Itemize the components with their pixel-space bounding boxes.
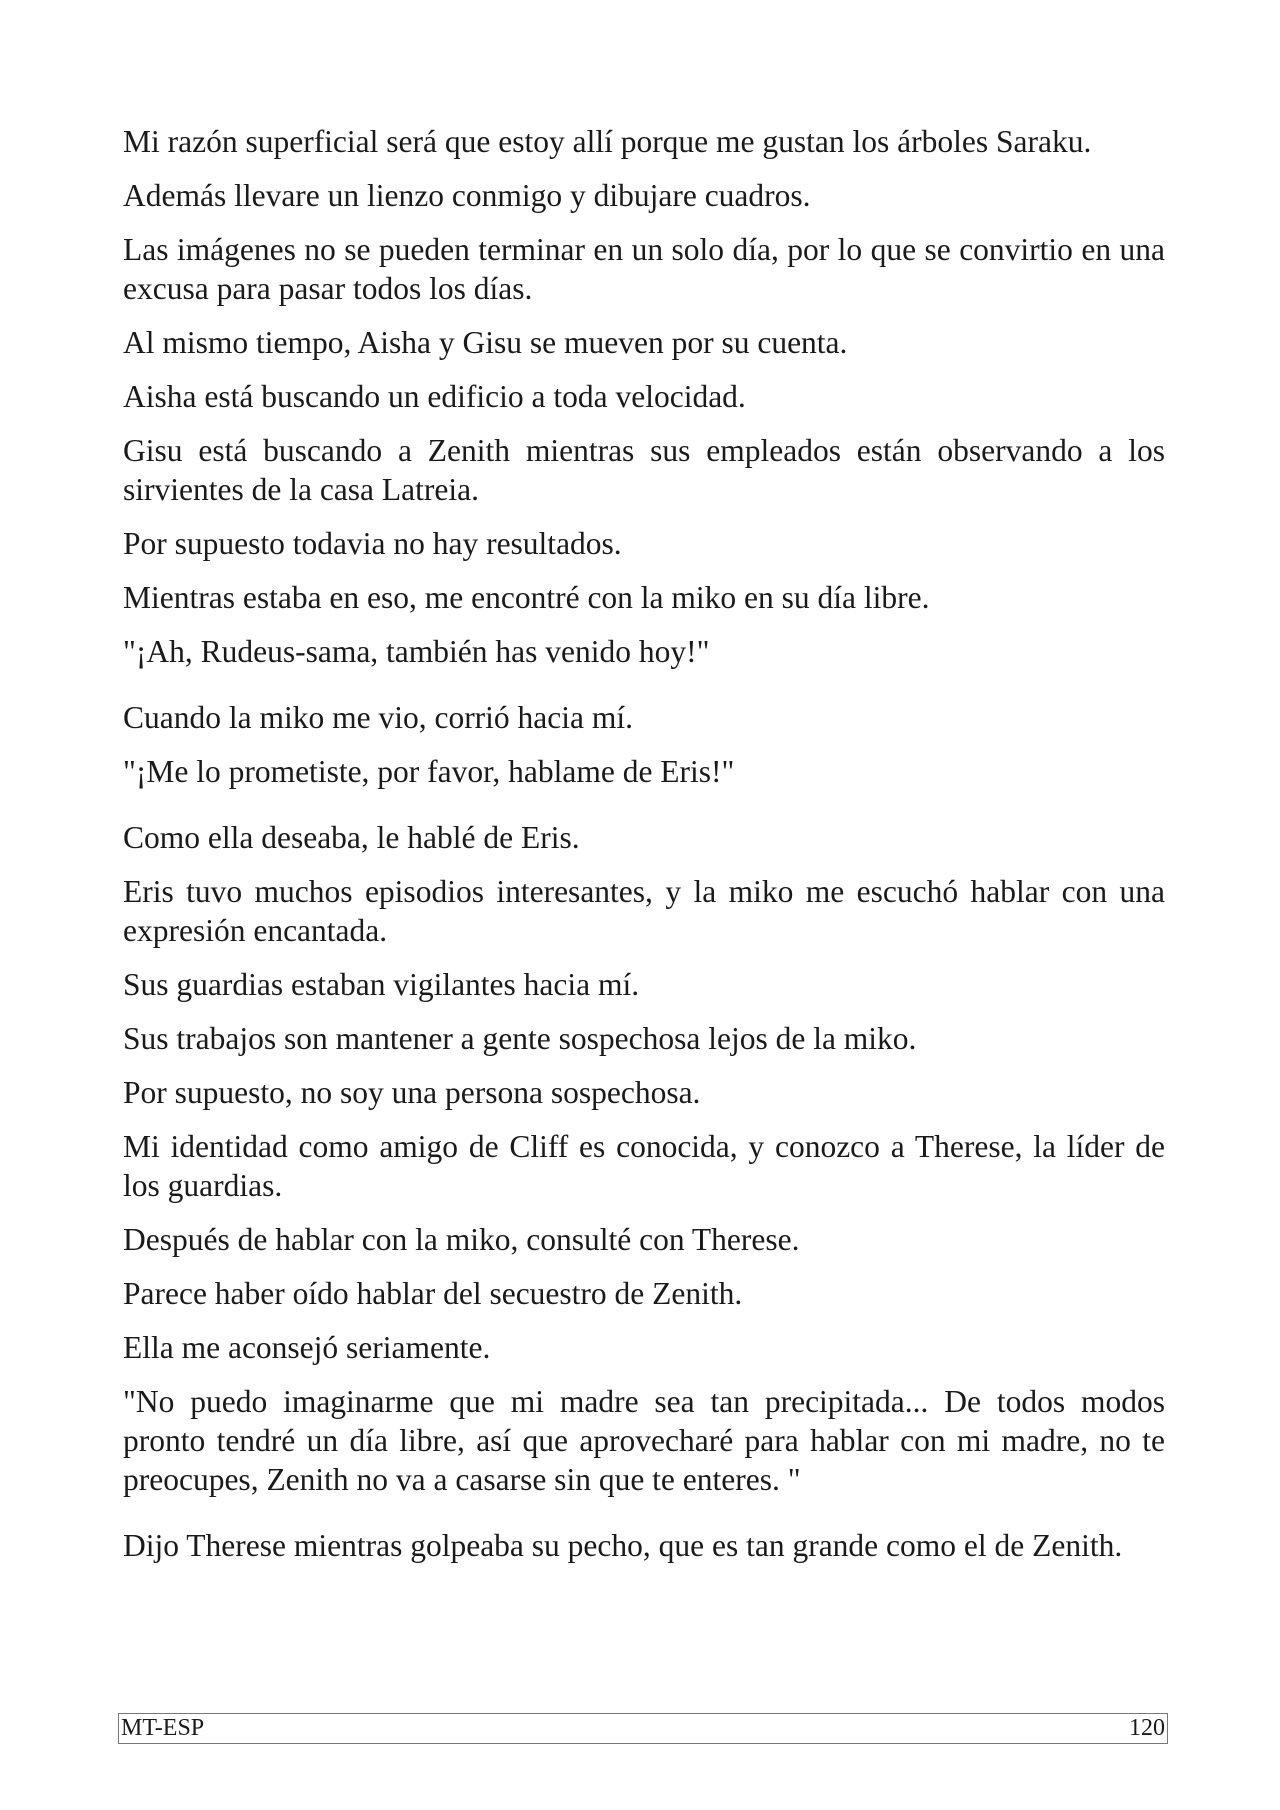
paragraph: Las imágenes no se pueden terminar en un solo día, por lo que se convirtio en una excusa para pasar todos los días. xyxy=(123,232,1165,306)
paragraph: Sus guardias estaban vigilantes hacia mí. xyxy=(123,967,640,1002)
paragraph: Aisha está buscando un edificio a toda velocidad. xyxy=(123,379,746,414)
page-number: 120 xyxy=(1129,1715,1165,1741)
paragraph: Ella me aconsejó seriamente. xyxy=(123,1330,491,1365)
paragraph: Mi identidad como amigo de Cliff es conocida, y conozco a Therese, la líder de los guardias. xyxy=(123,1129,1165,1203)
page-footer xyxy=(118,1713,1168,1744)
paragraph: Como ella deseaba, le hablé de Eris. xyxy=(123,820,580,855)
paragraph: Al mismo tiempo, Aisha y Gisu se mueven por su cuenta. xyxy=(123,325,848,360)
paragraph: Eris tuvo muchos episodios interesantes, y la miko me escuchó hablar con una expresión encantada. xyxy=(123,874,1165,948)
paragraph: Parece haber oído hablar del secuestro de Zenith. xyxy=(123,1276,743,1311)
paragraph: Por supuesto todavia no hay resultados. xyxy=(123,526,622,561)
paragraph: Cuando la miko me vio, corrió hacia mí. xyxy=(123,700,633,735)
dialogue-paragraph: "¡Me lo prometiste, por favor, hablame de Eris!" xyxy=(123,754,735,789)
paragraph: Mi razón superficial será que estoy allí porque me gustan los árboles Saraku. xyxy=(123,124,1092,159)
paragraph: Por supuesto, no soy una persona sospechosa. xyxy=(123,1075,701,1110)
footer-label: MT-ESP xyxy=(121,1715,205,1741)
paragraph: Además llevare un lienzo conmigo y dibujare cuadros. xyxy=(123,178,811,213)
paragraph: Sus trabajos son mantener a gente sospechosa lejos de la miko. xyxy=(123,1021,917,1056)
page-body xyxy=(123,122,1165,1580)
paragraph: Mientras estaba en eso, me encontré con la miko en su día libre. xyxy=(123,580,930,615)
dialogue-paragraph: "No puedo imaginarme que mi madre sea tan precipitada... De todos modos pronto tendré un día libre, así que aprovecharé para hablar con mi madre, no te preocupes, Zenith no va a casarse sin que te enteres. " xyxy=(123,1384,1165,1497)
dialogue-paragraph: "¡Ah, Rudeus-sama, también has venido hoy!" xyxy=(123,634,710,669)
paragraph: Gisu está buscando a Zenith mientras sus empleados están observando a los sirvientes de la casa Latreia. xyxy=(123,433,1165,507)
paragraph: Después de hablar con la miko, consulté con Therese. xyxy=(123,1222,800,1257)
paragraph: Dijo Therese mientras golpeaba su pecho, que es tan grande como el de Zenith. xyxy=(123,1528,1123,1563)
